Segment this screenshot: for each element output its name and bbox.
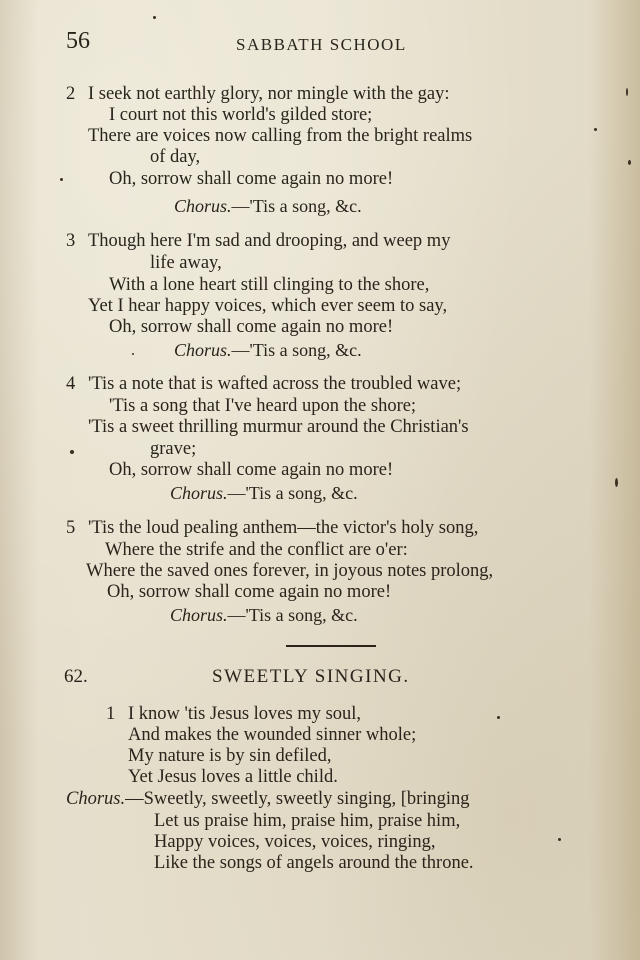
verse-number: 5	[66, 518, 76, 538]
hymn-chorus-line-1: Chorus.—Sweetly, sweetly, sweetly singing, [bringing	[66, 789, 470, 809]
page-header	[0, 26, 640, 60]
verse-2-line-4: of day,	[150, 147, 201, 167]
verse-5-line-3: Where the saved ones forever, in joyous notes prolong,	[86, 561, 494, 581]
verse-2-line-1: 2 I seek not earthly glory, nor mingle with the gay:	[66, 84, 450, 104]
verse-number: 4	[66, 374, 76, 394]
paper-speck	[594, 128, 597, 131]
hymn-title: SWEETLY SINGING.	[212, 666, 410, 687]
verse-5-line-1: 5 'Tis the loud pealing anthem—the victor's holy song,	[66, 518, 479, 538]
paper-speck	[60, 178, 63, 181]
hymn-chorus-line-3: Happy voices, voices, voices, ringing,	[154, 832, 436, 852]
paper-speck	[497, 716, 500, 719]
paper-speck	[70, 450, 74, 454]
verse-5-line-2: Where the strife and the conflict are o'er:	[105, 540, 408, 560]
paper-speck	[615, 478, 618, 487]
paper-speck	[628, 160, 631, 165]
hymn-number: 62.	[64, 666, 88, 687]
verse-3-line-5: Oh, sorrow shall come again no more!	[109, 317, 394, 337]
verse-4-chorus-ref: Chorus.—'Tis a song, &c.	[170, 483, 358, 503]
hymn-chorus-line-2: Let us praise him, praise him, praise him,	[154, 811, 461, 831]
verse-number: 3	[66, 231, 76, 251]
verse-4-line-1: 4 'Tis a note that is wafted across the troubled wave;	[66, 374, 462, 394]
hymn-chorus-line-4: Like the songs of angels around the throne.	[154, 853, 474, 873]
paper-speck	[558, 838, 561, 841]
page-number: 56	[66, 28, 90, 54]
verse-3-line-3: With a lone heart still clinging to the shore,	[109, 275, 430, 295]
verse-2-line-3: There are voices now calling from the bright realms	[88, 126, 473, 146]
running-title: SABBATH SCHOOL	[236, 35, 407, 54]
hymn-verse-1-line-2: And makes the wounded sinner whole;	[128, 725, 417, 745]
chorus-label: Chorus.	[66, 789, 126, 809]
verse-4-line-3: 'Tis a sweet thrilling murmur around the Christian's	[88, 417, 469, 437]
paper-speck	[626, 88, 628, 96]
verse-3-line-2: life away,	[150, 253, 222, 273]
verse-number: 1	[106, 704, 116, 724]
verse-2-line-5: Oh, sorrow shall come again no more!	[109, 169, 394, 189]
paper-speck	[153, 16, 156, 19]
hymn-heading	[0, 664, 640, 690]
paper-speck	[132, 353, 134, 355]
verse-2-line-2: I court not this world's gilded store;	[109, 105, 373, 125]
section-divider	[286, 645, 376, 647]
hymn-verse-1-line-4: Yet Jesus loves a little child.	[128, 767, 338, 787]
verse-number: 2	[66, 84, 76, 104]
hymn-verse-1-line-1: 1 I know 'tis Jesus loves my soul,	[106, 704, 362, 724]
verse-4-line-4: grave;	[150, 439, 197, 459]
verse-3-line-4: Yet I hear happy voices, which ever seem to say,	[88, 296, 448, 316]
verse-3-chorus-ref: Chorus.—'Tis a song, &c.	[174, 340, 362, 360]
verse-4-line-2: 'Tis a song that I've heard upon the shore;	[109, 396, 417, 416]
verse-5-chorus-ref: Chorus.—'Tis a song, &c.	[170, 605, 358, 625]
verse-5-line-4: Oh, sorrow shall come again no more!	[107, 582, 392, 602]
hymn-verse-1-line-3: My nature is by sin defiled,	[128, 746, 332, 766]
verse-4-line-5: Oh, sorrow shall come again no more!	[109, 460, 394, 480]
verse-3-line-1: 3 Though here I'm sad and drooping, and weep my	[66, 231, 451, 251]
verse-2-chorus-ref: Chorus.—'Tis a song, &c.	[174, 196, 362, 216]
